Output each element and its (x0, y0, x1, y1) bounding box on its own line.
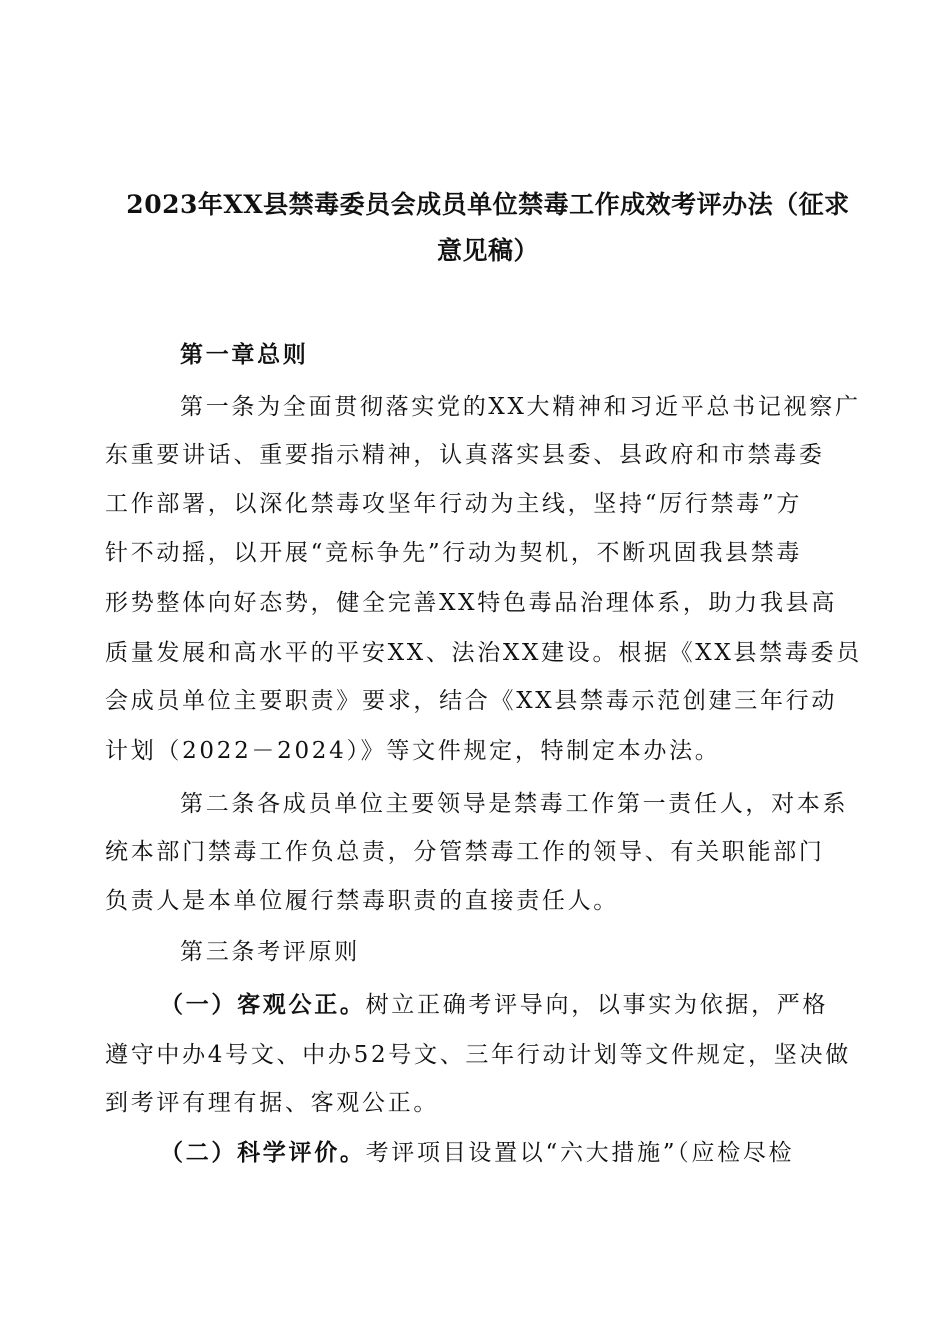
article2-line: 统本部门禁毒工作负总责，分管禁毒工作的领导、有关职能部门 (105, 839, 825, 865)
principle2-label: （二）科学评价。 (160, 1139, 366, 1166)
article1-line: 针不动摇，以开展“竞标争先”行动为契机，不断巩固我县禁毒 (105, 540, 803, 566)
article1-line: 形势整体向好态势，健全完善XX特色毒品治理体系，助力我县高 (105, 590, 838, 616)
article1-line: 东重要讲话、重要指示精神，认真落实县委、县政府和市禁毒委 (105, 442, 825, 468)
document-title: 2023年XX县禁毒委员会成员单位禁毒工作成效考评办法（征求意见稿） (126, 190, 850, 265)
principle1-line (160, 990, 920, 1020)
article1-line: 质量发展和高水平的平安XX、法治XX建设。根据《XX县禁毒委员 (105, 640, 862, 666)
principle2-line (160, 1138, 920, 1168)
article2-line: 第二条各成员单位主要领导是禁毒工作第一责任人，对本系 (180, 791, 849, 817)
principle1-line: 到考评有理有据、客观公正。 (105, 1090, 440, 1116)
principle1-label: （一）客观公正。 (160, 991, 366, 1018)
article1-line: 会成员单位主要职责》要求，结合《XX县禁毒示范创建三年行动 (105, 688, 838, 714)
article2-line: 负责人是本单位履行禁毒职责的直接责任人。 (105, 888, 619, 914)
article1-line: 第一条为全面贯彻落实党的XX大精神和习近平总书记视察广 (180, 394, 861, 420)
principle2-text: 考评项目设置以“六大措施”（应检尽检 (365, 1140, 795, 1166)
article1-line: 工作部署，以深化禁毒攻坚年行动为主线，坚持“厉行禁毒”方 (105, 491, 803, 517)
principle1-text: 树立正确考评导向，以事实为依据，严格 (365, 992, 829, 1018)
chapter-heading: 第一章总则 (180, 341, 309, 368)
article3-heading: 第三条考评原则 (180, 939, 360, 965)
principle1-line: 遵守中办4号文、中办52号文、三年行动计划等文件规定，坚决做 (105, 1042, 851, 1068)
article1-line: 计划（2022－2024）》等文件规定，特制定本办法。 (105, 738, 721, 764)
